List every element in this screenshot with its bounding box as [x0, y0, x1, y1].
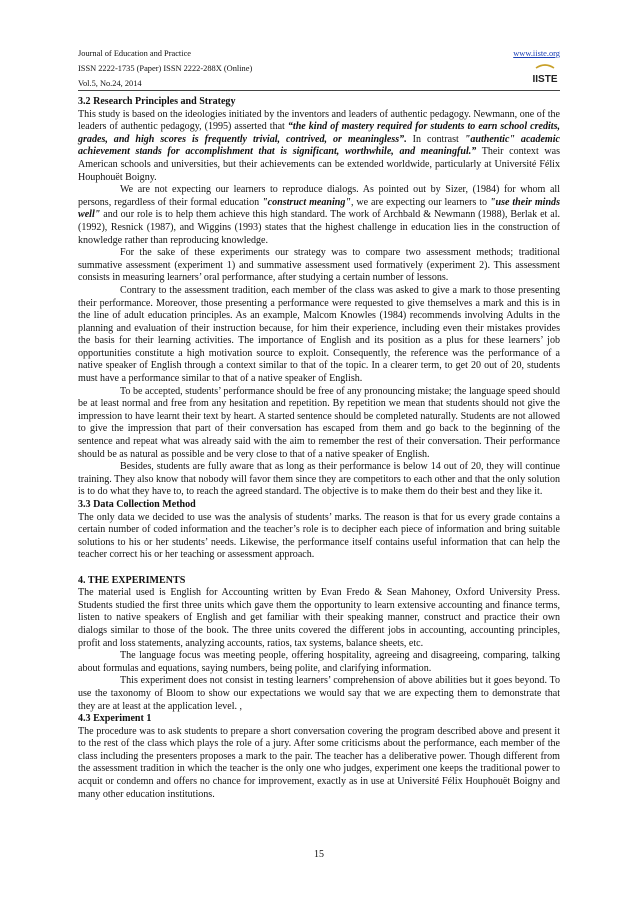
- paragraph: The procedure was to ask students to prepare a short conversation covering the program described above and present it to the rest of the class which plays the role of a jury. After some criticisms about the performance, each member of the class including the presenters proposes a mark to the pair. The teacher has a deliberative power. Though different from the assessment tradition in which the teacher is the only one who judges, experiment one keeps the traditional power to acquit or condemn and offers no chance for improvement, exactly as in use at Université Félix Houphouët Boigny and many other education institutions.: [78, 725, 560, 800]
- journal-url-link[interactable]: www.iiste.org: [513, 49, 560, 58]
- text-run: In contrast: [406, 133, 465, 145]
- section-heading-3-3: 3.3 Data Collection Method: [78, 499, 196, 510]
- text-run: We are not expecting our learners to reproduce dialogs. As pointed out by Sizer, (1984) for whom all persons, regardless of their formal education: [78, 184, 560, 208]
- article-body: [78, 96, 560, 801]
- section-heading-4-3: 4.3 Experiment 1: [78, 713, 152, 725]
- paragraph: Besides, students are fully aware that as long as their performance is below 14 out of 20, they will continue training. They also know that nobody will favor them since they are competitors to each other and that the only solution is to do what they have to, to reach the agreed standard. The objective is to make them do their best and they like it.: [78, 461, 560, 498]
- section-heading-3-2: 3.2 Research Principles and Strategy: [78, 96, 236, 107]
- text-run: , we are expecting our learners to: [350, 196, 490, 208]
- paragraph: To be accepted, students’ performance should be free of any pronouncing mistake; the language speed should be at least normal and free from any hesitation and repetition. By repetition we mean that students should not give the impression to have learnt their text by heart. A started sentence should be completed naturally. Students are not allowed to give the impression that part of their conversation has escaped from them and go back to the beginning of the sentence and repeat what was already said with the aim to remember the rest of their conversation. Their performance should be as natural as possible and be very close to that of a native speaker of English.: [78, 385, 560, 460]
- quote-construct-meaning: "construct meaning": [262, 196, 351, 208]
- running-header: [78, 46, 560, 94]
- paragraph: The language focus was meeting people, offering hospitality, agreeing and disagreeing, comparing, talking about formulas and equations, saying numbers, being polite, and clarifying information.: [78, 650, 560, 674]
- quote-newmann: “the kind of mastery required for students to earn school credits, grades, and high scores is frequently trivial, contrived, or meaningless”.: [78, 121, 560, 145]
- header-rule: [78, 90, 560, 91]
- iiste-logo: [530, 62, 560, 86]
- spacer: [78, 562, 560, 575]
- quote-authentic: "authentic" academic achievement stands for accomplishment that is significant, worthwhile, and meaningful.”: [78, 133, 560, 158]
- journal-info: [78, 46, 252, 91]
- paragraph: [78, 109, 560, 185]
- paragraph: Contrary to the assessment tradition, each member of the class was asked to give a mark to those presenting their performance. Moreover, those presenting a performance were requested to give themselves a mark and this is in the line of adult education principles. As an example, Malcom Knowles (1984) recommends involving Adults in the planning and evaluation of their instruction because, for him their experience, including even their mistakes provides the basis for their learning activities. The importance of English and its position as a plus for these learners’ job opportunities constitute a high motivation source to exploit. Consequently, the reference was the performance of a native speaker of English through a context similar to that of the topic. In a clearer term, to get 20 out of 20, students must have a performance similar to that of a native speaker of English.: [78, 284, 560, 385]
- journal-volume: Vol.5, No.24, 2014: [78, 79, 142, 88]
- section-heading-4: 4. THE EXPERIMENTS: [78, 574, 186, 586]
- paragraph: This experiment does not consist in testing learners’ comprehension of above abilities but it goes beyond. To use the taxonomy of Bloom to show our expectations we would say that we are expecting them to demonstrate that they are at least at the application level. ,: [78, 675, 560, 712]
- journal-name: Journal of Education and Practice: [78, 49, 192, 58]
- journal-issn: ISSN 2222-1735 (Paper) ISSN 2222-288X (Online): [78, 64, 253, 73]
- journal-site: [513, 46, 560, 61]
- text-run: Their context was American schools and universities, but their achievements can be extended worldwide, particularly at Université Félix Houphouët Boigny.: [78, 146, 560, 183]
- paragraph: For the sake of these experiments our strategy was to compare two assessment methods; traditional summative assessment (experiment 1) and summative assessment used formatively (experiment 2). This assessment consists in measuring learners’ oral performance, after studying a certain number of lessons.: [78, 247, 560, 284]
- paragraph: The only data we decided to use was the analysis of students’ marks. The reason is that for us every grade contains a certain number of coded information and the teacher’s role is to decipher each piece of information and bring suitable solutions to his or her students’ needs. Likewise, the performance itself contains useful information that can help the teacher correct his or her teaching or assessment approach.: [78, 511, 560, 561]
- logo-wordmark: IISTE: [532, 74, 558, 85]
- text-run: and our role is to help them achieve this high standard. The work of Archbald & Newmann (1988), Berlak et al. (1992), Resnick (1987), and Wiggins (1993) states that the highest challenge in education lies in the construction of knowledge rather than reproducing knowledge.: [78, 209, 560, 246]
- paragraph: The material used is English for Accounting written by Evan Fredo & Sean Mahoney, Oxford University Press. Students studied the first three units which gave them the opportunity to learn extensive accounting and finance terms, listen to native speakers of English and get familiar with their speaking manner, construct and practice their own dialogs similar to those of the book. The three units covered the different jobs in accounting, accounting principles, profit and loss statements, analyzing accounts, ratios, tax systems, balance sheets, etc.: [78, 587, 560, 649]
- logo-arc: [536, 65, 554, 68]
- text-run: This study is based on the ideologies initiated by the inventors and leaders of authentic pedagogy. Newmann, one of the leaders of authentic pedagogy, (1995) asserted that: [78, 108, 560, 133]
- quote-use-their-minds: "use their minds well": [78, 196, 560, 221]
- page-number: 15: [314, 849, 324, 860]
- paragraph: [78, 184, 560, 247]
